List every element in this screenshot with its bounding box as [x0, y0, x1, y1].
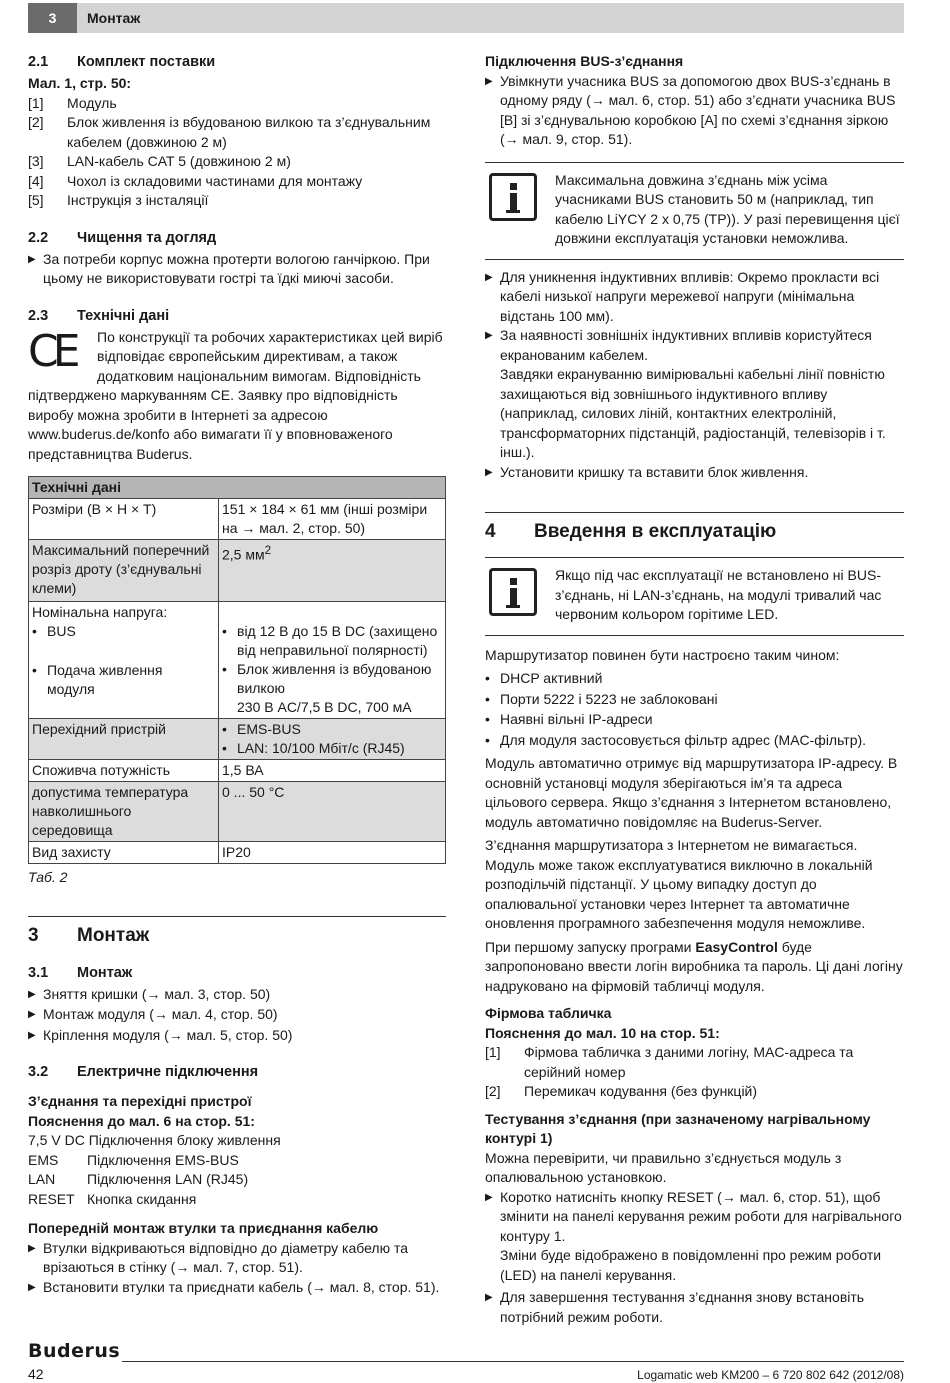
table-row: Розміри (В × Н × Т) 151 × 184 × 61 мм (інші розміри на → мал. 2, стор. 50) [29, 499, 446, 540]
page-header [28, 3, 904, 33]
buderus-logo: Buderus [28, 1340, 121, 1362]
triangle-right-icon: ▶ [28, 988, 36, 1000]
chapter-number: 3 [28, 3, 77, 33]
list-item: [2] Перемикач кодування (без функцій) [485, 1083, 758, 1099]
section-3-heading: 3 Монтаж [28, 924, 150, 946]
section-2-1-heading: 2.1 Комплект поставки [28, 54, 216, 70]
table-caption: Таб. 2 [28, 869, 68, 885]
list-item: ▶ Втулки відкриваються відповідно до діаметру кабелю та врізаються в стінку (→ мал. 7, стор. 51). [28, 1239, 446, 1278]
list-item: • Наявні вільні IP-адреси [485, 711, 653, 727]
ce-text-rest: підтверджено маркуванням CE. Заявку про відповідність виробу можна зробити в Інтернеті за адресою www.buderus.de/konfo або вимагати її у вповноваженого представництва Buderus. [28, 387, 398, 462]
ce-mark-icon: CE [28, 325, 75, 377]
list-item: [2] Блок живлення із вбудованою вилкою та з’єднувальним кабелем (довжиною 2 м) [28, 114, 431, 150]
list-item: ▶ Для уникнення індуктивних впливів: Окремо прокласти всі кабелі низької напруги мережевої напруги (мінімальна відстань 100 мм). [485, 268, 904, 327]
list-item: [5] Інструкція з інсталяції [28, 192, 209, 208]
section-4-heading: 4 Введення в експлуатацію [485, 521, 777, 542]
list-item: [3] LAN-кабель CAT 5 (довжиною 2 м) [28, 153, 291, 169]
paragraph: Модуль автоматично отримує від маршрутизатора IP-адресу. В основній установці модуля зберігаються ім’я та адреса цільового сервера. Якщо з’єднання з Інтернетом встановлено, модуль автоматично повідомляє на Buderus-Server. [485, 755, 898, 830]
section-2-1-ref: Мал. 1, стр. 50: [28, 75, 132, 91]
list-item: • Порти 5222 і 5223 не заблоковані [485, 690, 718, 707]
cleaning-instruction: ▶ За потреби корпус можна протерти вологою ганчіркою. При цьому не використовувати гострі та їдкі миючі засоби. [28, 250, 446, 289]
bus-info-box: Максимальна довжина з’єднань між усіма учасниками BUS становить 50 м (наприклад, тип кабелю LiYCY 2 x 0,75 (TP)). У разі перевищення цієї довжини експлуатація установки неможлива. [485, 162, 904, 260]
list-item: ▶ Увімкнути учасника BUS за допомогою двох BUS-з’єднань в одному ряду (→ мал. 6, стор. 51) або з’єднати учасника BUS [B] зі з’єднувальною коробкою [A] по схемі з’єднання зіркою (→ мал. 9, стор. 51). [485, 72, 904, 150]
list-item: ▶ Для завершення тестування з’єднання знову встановіть потрібний режим роботи. [485, 1288, 904, 1327]
router-requirements [485, 669, 904, 750]
list-item: ▶ Кріплення модуля (→ мал. 5, стор. 50) [28, 1026, 446, 1046]
dc-connection: 7,5 V DC Підключення блоку живлення [28, 1132, 281, 1148]
info-icon [489, 568, 537, 616]
router-intro: Маршрутизатор повинен бути настроєно таким чином: [485, 646, 840, 663]
section-divider [485, 512, 904, 513]
section-2-3-heading: 2.3 Технічні дані [28, 307, 170, 324]
list-item: ▶ Встановити втулки та приєднати кабель (→ мал. 8, стор. 51). [28, 1278, 446, 1298]
list-item: ▶ Монтаж модуля (→ мал. 4, стор. 50) [28, 1005, 446, 1025]
section-2-2-heading: 2.2 Чищення та догляд [28, 229, 217, 246]
section-divider [28, 916, 446, 917]
triangle-right-icon: ▶ [28, 1029, 36, 1041]
connections-list [28, 1151, 446, 1210]
triangle-right-icon: ▶ [28, 1242, 36, 1254]
document-id: Logamatic web KM200 – 6 720 802 642 (2012/08) [637, 1368, 904, 1382]
table-row: Максимальний поперечний розріз дроту (з’єднувальні клеми) 2,5 $мм^2$ [29, 540, 446, 602]
triangle-right-icon: ▶ [485, 1191, 493, 1203]
nameplate-heading: Фірмова табличка [485, 1005, 612, 1021]
list-item: ▶ Зняття кришки (→ мал. 3, стор. 50) [28, 985, 446, 1005]
table-row: Перехідний пристрій • EMS-BUS • LAN: 10/100 Мбіт/с (RJ45) [29, 719, 446, 760]
triangle-right-icon: ▶ [485, 330, 493, 341]
right-column [485, 52, 904, 1327]
left-column [28, 52, 446, 1297]
info-icon [489, 173, 537, 221]
chapter-title: Монтаж [87, 10, 141, 26]
table-row: Номінальна напруга: • BUS • Подача живлення модуля • від 12 В до 15 В DC (захищено від неправильної полярності) • Блок живлення із вбудованою вилкою 230 В AC/7,5 В DC, 700 мА [29, 602, 446, 719]
section-3-1-heading: 3.1 Монтаж [28, 964, 133, 981]
list-item: • Для модуля застосовується фільтр адрес (MAC-фільтр). [485, 731, 867, 748]
list-item: EMS Підключення EMS-BUS [28, 1151, 239, 1168]
triangle-right-icon: ▶ [485, 466, 493, 478]
list-item: [1] Фірмова табличка з даними логіну, MAC-адреса та серійний номер [485, 1044, 854, 1080]
premount-subheading: Попередній монтаж втулки та приєднання кабелю [28, 1220, 379, 1236]
connections-subheading: З’єднання та перехідні пристрої [28, 1093, 252, 1109]
footer-divider [122, 1361, 904, 1362]
list-item: • DHCP активний [485, 670, 603, 686]
list-item: [4] Чохол із складовими частинами для монтажу [28, 172, 363, 189]
table-header: Технічні дані [29, 477, 446, 499]
list-item: LAN Підключення LAN (RJ45) [28, 1171, 249, 1187]
ce-statement [28, 325, 446, 387]
nameplate-ref: Пояснення до мал. 10 на стор. 51: [485, 1024, 720, 1041]
triangle-right-icon: ▶ [485, 1292, 493, 1303]
paragraph: З’єднання маршрутизатора з Інтернетом не вимагається. Модуль може також експлуатуватися виключно в локальній розподільчій підстанції. У цьому випадку доступ до опалювальної установки через Інтернет та автоматичне оновлення програмного забезпечення модуля неможливе. [485, 837, 873, 931]
list-item: ▶ Коротко натисніть кнопку RESET (→ мал. 6, стор. 51), щоб змінити на панелі керування режим роботи для нагрівального контуру 1. Зміни буде відображено в повідомленні про режим роботи (LED) на панелі керування. [485, 1188, 904, 1286]
paragraph: При першому запуску програми EasyControl буде запропоновано ввести логін виробника та пароль. Ці дані логіну надруковано на фірмовій табличці модуля. [485, 938, 903, 994]
triangle-right-icon: ▶ [28, 1009, 36, 1020]
list-item: [1] Модуль [28, 94, 117, 111]
commissioning-info-box: Якщо під час експлуатації не встановлено ні BUS-з’єднань, ні LAN-з’єднань, на модулі тривалий час червоним кольором горітиме LED. [485, 557, 904, 636]
test-intro: Можна перевірити, чи правильно з’єднується модуль з опалювальною установкою. [485, 1149, 842, 1185]
table-row: Споживча потужність 1,5 ВА [29, 760, 446, 782]
test-heading: Тестування з’єднання (при зазначеному нагрівальному контурі 1) [485, 1110, 871, 1146]
nameplate-list [485, 1043, 904, 1102]
page-number: 42 [28, 1366, 44, 1382]
table-row: Вид захисту IP20 [29, 842, 446, 864]
tech-data-table [28, 476, 446, 864]
table-row: допустима температура навколишнього середовища 0 ... 50 °C [29, 782, 446, 842]
bus-heading: Підключення BUS-з’єднання [485, 53, 684, 69]
triangle-right-icon: ▶ [28, 253, 36, 265]
list-item: ▶ За наявності зовнішніх індуктивних впливів користуйтеся екранованим кабелем. Завдяки екрануванню вимірювальні кабельні лінії повністю захищаються від зовнішнього індуктивного впливу (наприклад, силових ліній, контактних електроліній, трансформаторних підстанцій, радіостанцій, телевізорів і т. інш.). [485, 326, 904, 463]
ce-text: По конструкції та робочих характеристиках цей виріб відповідає європейським директивам, а також додатковим національним вимогам. Відповідність [97, 328, 443, 384]
delivery-list [28, 94, 446, 211]
connections-ref: Пояснення до мал. 6 на стор. 51: [28, 1112, 255, 1129]
triangle-right-icon: ▶ [485, 75, 493, 87]
triangle-right-icon: ▶ [485, 271, 493, 283]
list-item: RESET Кнопка скидання [28, 1190, 197, 1207]
section-3-2-heading: 3.2 Електричне підключення [28, 1064, 259, 1080]
list-item: ▶ Установити кришку та вставити блок живлення. [485, 463, 904, 483]
triangle-right-icon: ▶ [28, 1281, 36, 1293]
